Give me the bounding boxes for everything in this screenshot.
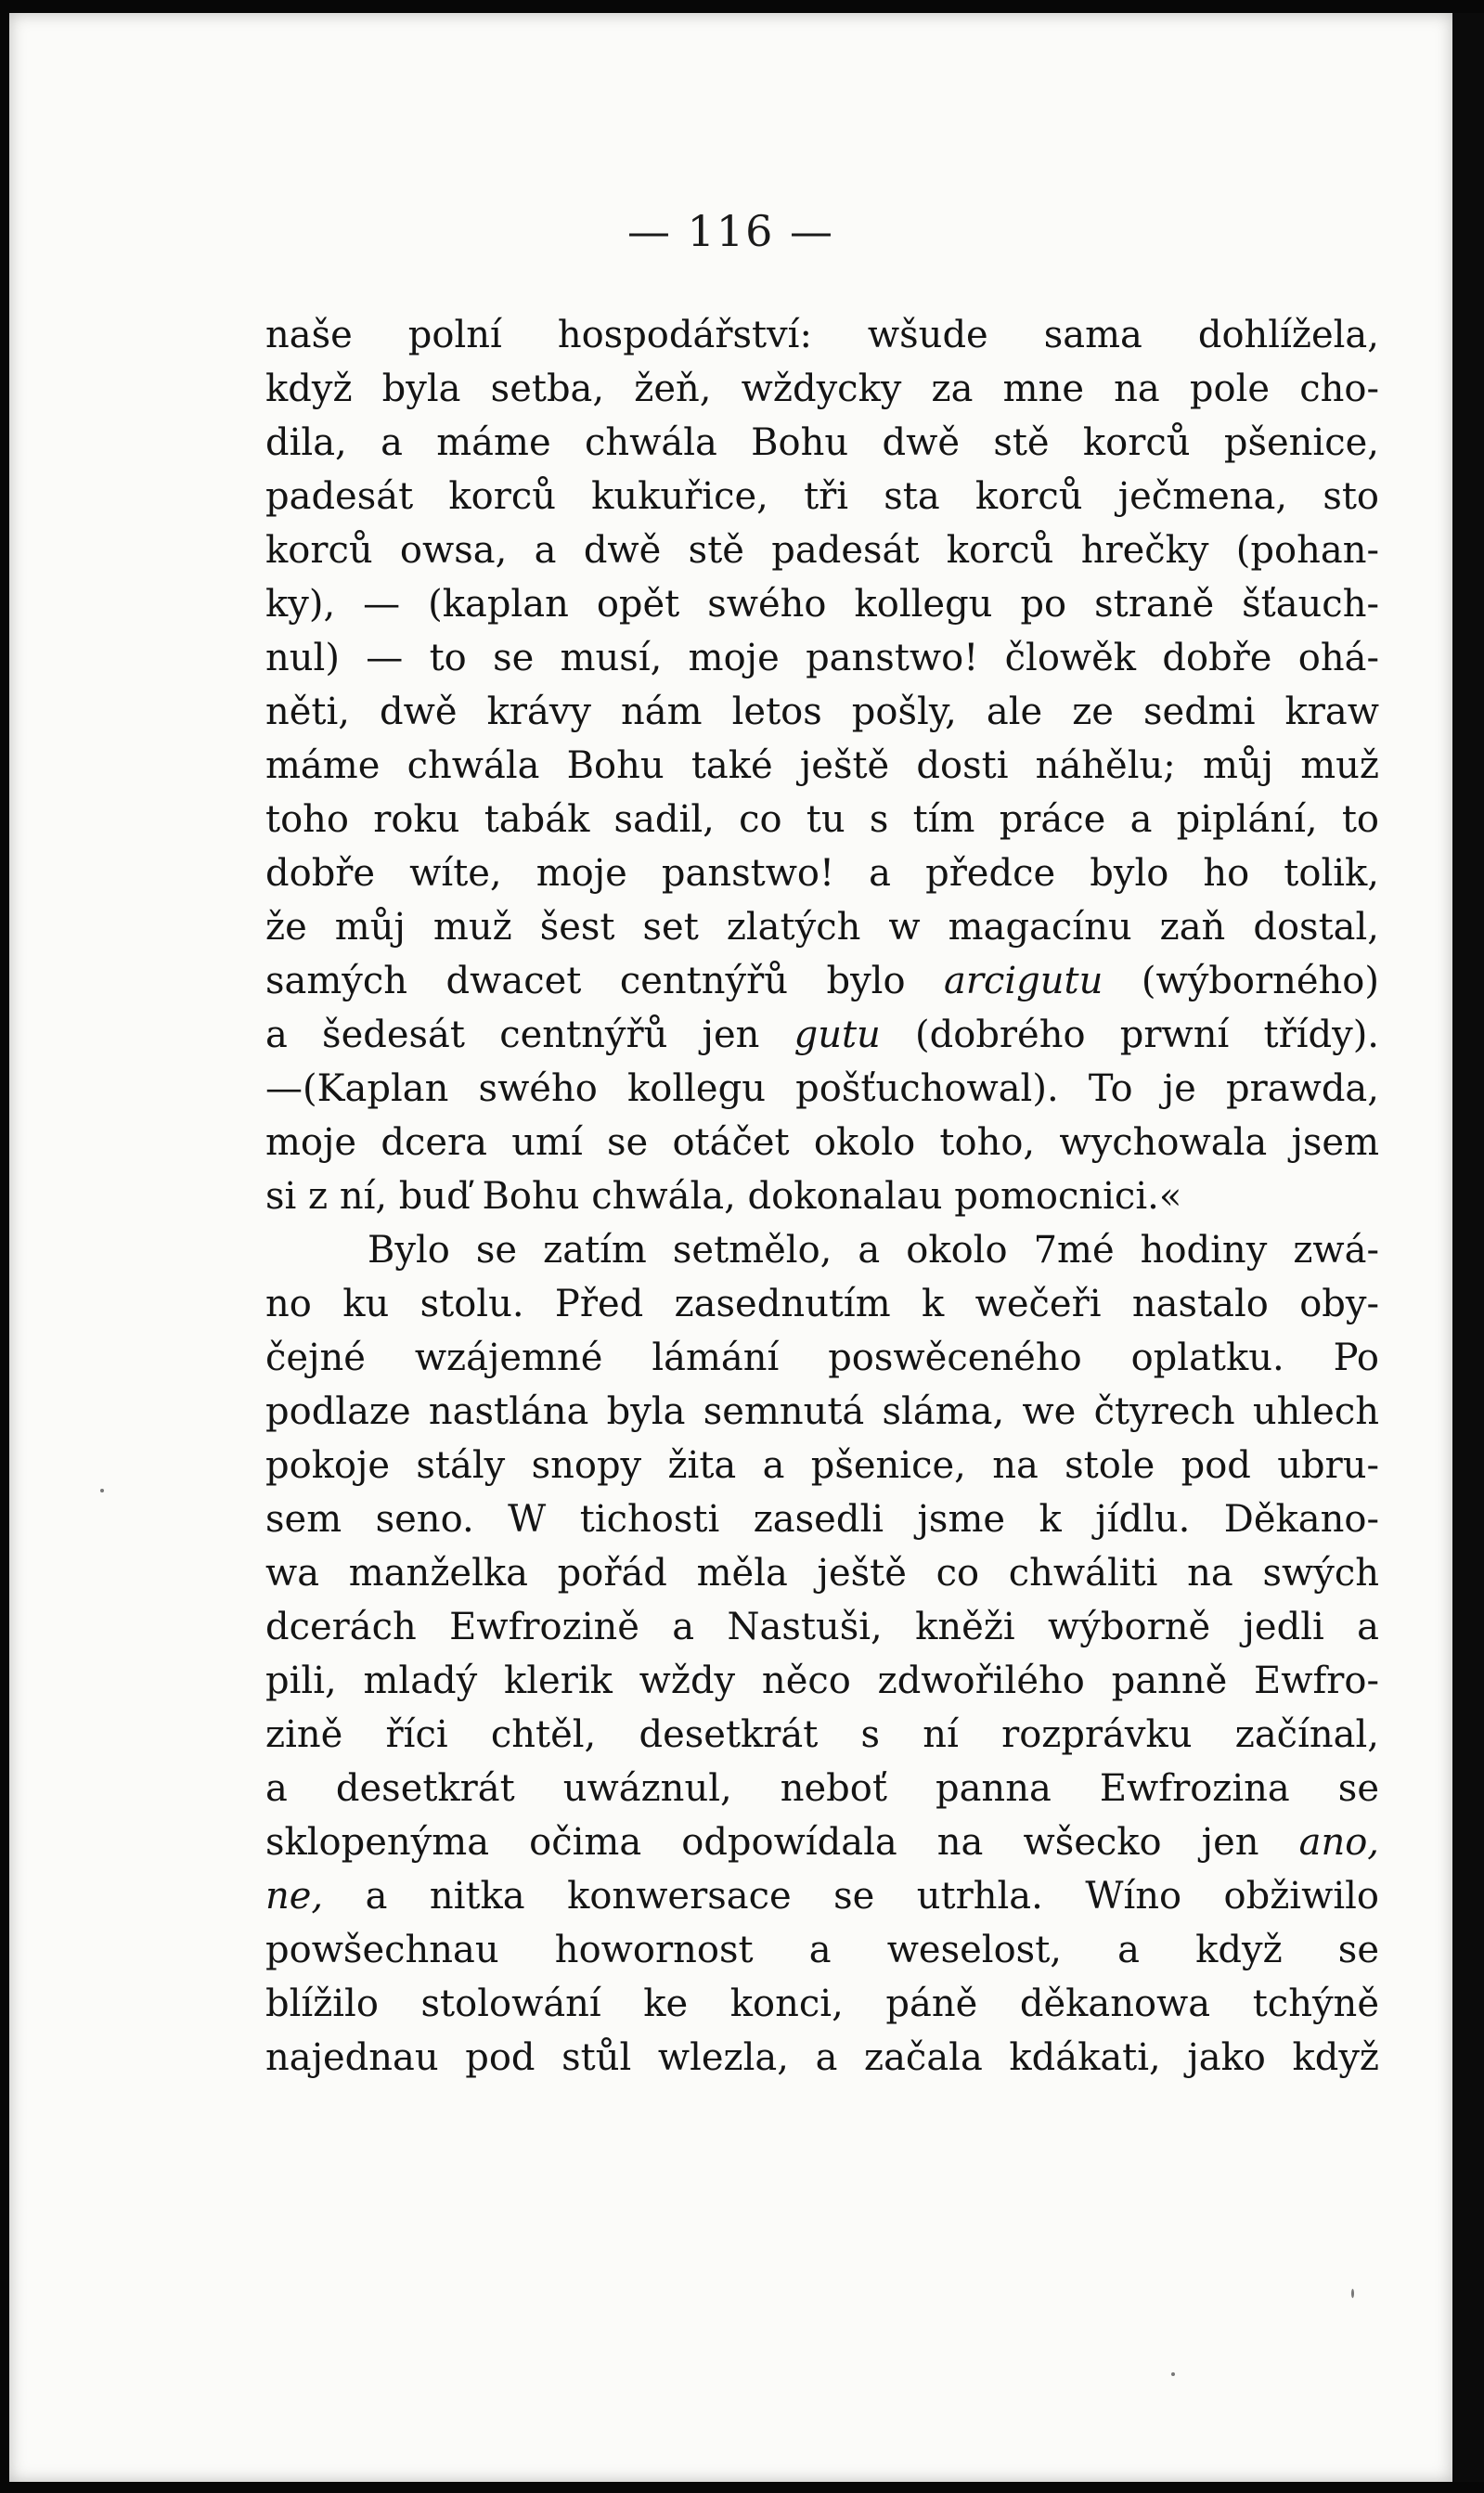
text-line: a desetkrát uwáznul, neboť panna Ewfrozina se <box>265 1767 1379 1810</box>
text-line: dobře wíte, moje panstwo! a předce bylo ho tolik, <box>265 852 1379 895</box>
text-line: moje dcera umí se otáčet okolo toho, wychowala jsem <box>265 1121 1379 1164</box>
text-line: powšechnau howornost a weselost, a když se <box>265 1929 1379 1971</box>
text-line: wa manželka pořád měla ještě co chwáliti na swých <box>265 1552 1379 1595</box>
paper-speck <box>1351 2289 1354 2298</box>
text-segment: (dobrého prwní třídy). <box>915 1014 1379 1056</box>
italic-term: ano, <box>1298 1821 1379 1864</box>
paper-speck <box>100 1489 104 1492</box>
text-line: naše polní hospodářství: wšude sama dohlížela, <box>265 314 1379 356</box>
text-line: že můj muž šest set zlatých w magacínu zaň dostal, <box>265 906 1379 949</box>
italic-term: arcigutu <box>944 960 1103 1002</box>
text-line: Bylo se zatím setmělo, a okolo 7mé hodiny zwá- <box>368 1229 1379 1272</box>
text-line: padesát korců kukuřice, tři sta korců ječmena, sto <box>265 475 1379 518</box>
italic-term: ne, <box>265 1875 324 1918</box>
text-line: najednau pod stůl wlezla, a začala kdákati, jako když <box>265 2036 1379 2079</box>
text-line: sem seno. W tichosti zasedli jsme k jídlu. Děkano- <box>265 1498 1379 1541</box>
text-segment: samých dwacet centnýřů bylo <box>265 960 906 1002</box>
text-line-mixed <box>265 1869 1379 1923</box>
text-line: dila, a máme chwála Bohu dwě stě korců pšenice, <box>265 421 1379 464</box>
text-line: nul) — to se musí, moje panstwo! člowěk dobře ohá- <box>265 637 1379 679</box>
text-line: korců owsa, a dwě stě padesát korců hrečky (pohan- <box>265 529 1379 572</box>
text-line: podlaze nastlána byla semnutá sláma, we čtyrech uhlech <box>265 1390 1379 1433</box>
text-segment: a šedesát centnýřů jen <box>265 1014 760 1056</box>
text-segment: a nitka konwersace se utrhla. Wíno obžiwilo <box>365 1875 1379 1918</box>
text-line-mixed <box>265 954 1379 1008</box>
text-line: toho roku tabák sadil, co tu s tím práce a piplání, to <box>265 798 1379 841</box>
paper-speck <box>1171 2372 1175 2376</box>
text-line: —(Kaplan swého kollegu pošťuchowal). To je prawda, <box>265 1067 1379 1110</box>
text-line: dcerách Ewfrozině a Nastuši, kněži wýborně jedli a <box>265 1606 1379 1648</box>
text-line: zině říci chtěl, desetkrát s ní rozprávku začínal, <box>265 1713 1379 1756</box>
text-line: máme chwála Bohu také ještě dosti náhělu; můj muž <box>265 744 1379 787</box>
italic-term: gutu <box>794 1014 881 1056</box>
text-segment: (wýborného) <box>1141 960 1379 1002</box>
text-line-mixed <box>265 1815 1379 1869</box>
text-line-mixed <box>265 1008 1379 1062</box>
text-line: ky), — (kaplan opět swého kollegu po straně šťauch- <box>265 583 1379 626</box>
text-line: něti, dwě krávy nám letos pošly, ale ze sedmi kraw <box>265 691 1379 733</box>
book-page <box>9 13 1452 2482</box>
body-text <box>265 308 1379 2085</box>
text-line: si z ní, buď Bohu chwála, dokonalau pomocnici.« <box>265 1175 1182 1218</box>
text-line: blížilo stolowání ke konci, páně děkanowa tchýně <box>265 1983 1379 2025</box>
text-segment: sklopenýma očima odpowídala na wšecko jen <box>265 1821 1259 1864</box>
text-line: pili, mladý klerik wždy něco zdwořilého panně Ewfro- <box>265 1660 1379 1702</box>
text-line: když byla setba, žeň, wždycky za mne na pole cho- <box>265 368 1379 410</box>
text-line: no ku stolu. Před zasednutím k wečeři nastalo oby- <box>265 1283 1379 1325</box>
scan-edge <box>1452 13 1484 2482</box>
text-line: pokoje stály snopy žita a pšenice, na stole pod ubru- <box>265 1444 1379 1487</box>
page-number: — 116 — <box>626 206 835 256</box>
text-line: čejné wzájemné lámání poswěceného oplatku. Po <box>265 1337 1379 1379</box>
